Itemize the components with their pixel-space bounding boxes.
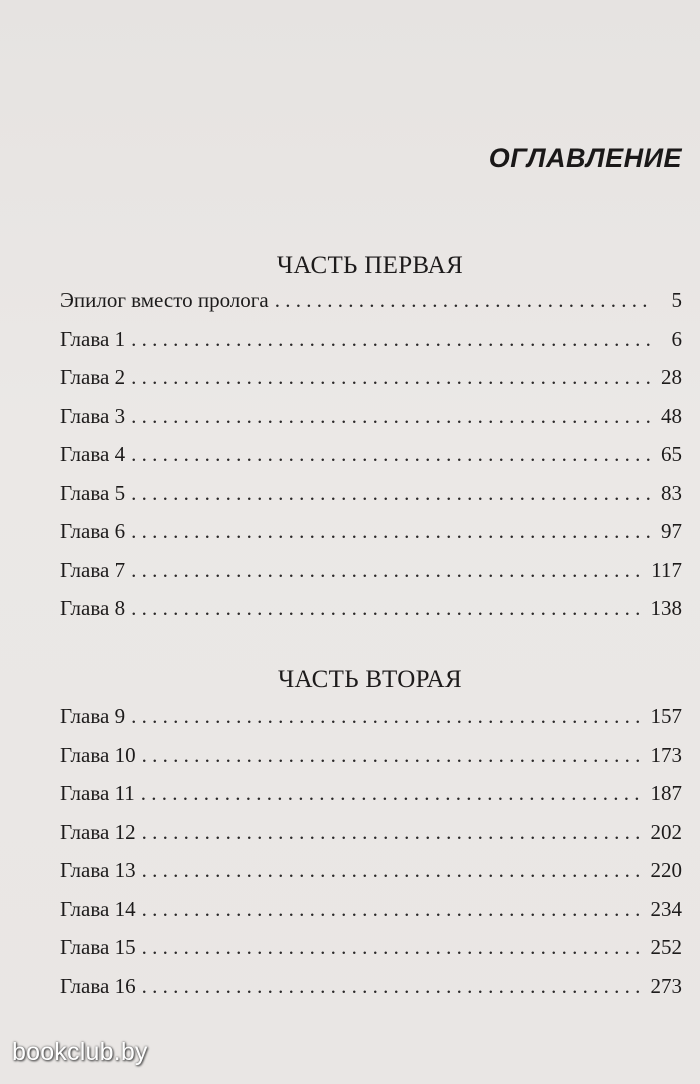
toc-entry-label: Глава 1 xyxy=(60,326,126,351)
toc-entry xyxy=(60,327,682,366)
toc-entry-label: Эпилог вместо пролога xyxy=(60,288,269,312)
toc-entry-page: 48 xyxy=(661,403,682,428)
toc-leader-dots xyxy=(131,704,644,729)
toc-leader-dots xyxy=(142,820,645,845)
toc-leader-dots xyxy=(142,935,645,960)
toc-leader-dots xyxy=(142,743,645,768)
toc-entry-label: Глава 10 xyxy=(60,742,136,767)
toc-entry-page: 220 xyxy=(650,858,682,882)
toc-entry xyxy=(60,519,682,558)
toc-leader-dots xyxy=(131,519,652,544)
toc-entry xyxy=(60,820,682,859)
toc-entry xyxy=(60,858,682,897)
part-two-title: ЧАСТЬ ВТОРАЯ xyxy=(278,666,462,693)
toc-leader-dots xyxy=(275,288,652,313)
toc-entry-page: 117 xyxy=(651,557,682,582)
toc-leader-dots xyxy=(131,404,652,429)
toc-leader-dots xyxy=(131,481,652,506)
part-one-title: ЧАСТЬ ПЕРВАЯ xyxy=(276,252,464,279)
part-two-toc xyxy=(60,704,682,1012)
toc-entry xyxy=(60,404,682,443)
toc-entry-label: Глава 13 xyxy=(60,858,136,882)
toc-entry-label: Глава 14 xyxy=(60,896,136,921)
toc-entry-label: Глава 3 xyxy=(60,403,126,428)
toc-entry-label: Глава 7 xyxy=(60,557,126,582)
toc-entry-page: 157 xyxy=(650,704,682,728)
toc-leader-dots xyxy=(131,327,652,352)
toc-entry-page: 83 xyxy=(661,480,682,505)
toc-entry-page: 65 xyxy=(661,442,682,466)
toc-entry-page: 273 xyxy=(650,973,682,998)
toc-entry-page: 6 xyxy=(671,326,682,351)
toc-entry-label: Глава 2 xyxy=(60,365,126,389)
toc-entry xyxy=(60,743,682,782)
toc-leader-dots xyxy=(142,974,645,999)
toc-entry-page: 202 xyxy=(650,819,682,844)
toc-entry-label: Глава 8 xyxy=(60,596,126,620)
toc-entry-label: Глава 9 xyxy=(60,704,126,728)
toc-leader-dots xyxy=(142,897,645,922)
toc-leader-dots xyxy=(131,596,644,621)
toc-entry-label: Глава 16 xyxy=(60,973,136,998)
toc-entry xyxy=(60,897,682,936)
toc-entry-label: Глава 15 xyxy=(60,935,136,959)
toc-entry-page: 5 xyxy=(671,288,682,312)
toc-entry-label: Глава 12 xyxy=(60,819,136,844)
site-watermark: bookclub.by xyxy=(12,1038,148,1066)
part-one-toc xyxy=(60,288,682,635)
toc-entry-page: 187 xyxy=(650,781,682,805)
toc-entry xyxy=(60,481,682,520)
toc-entry xyxy=(60,442,682,481)
toc-entry-label: Глава 5 xyxy=(60,480,126,505)
toc-entry xyxy=(60,288,682,327)
toc-entry-label: Глава 6 xyxy=(60,519,126,543)
toc-entry-label: Глава 4 xyxy=(60,442,126,466)
toc-leader-dots xyxy=(141,781,645,806)
toc-entry-page: 173 xyxy=(650,742,682,767)
toc-entry-page: 252 xyxy=(650,935,682,959)
toc-leader-dots xyxy=(131,442,652,467)
toc-entry xyxy=(60,365,682,404)
toc-entry xyxy=(60,558,682,597)
toc-entry xyxy=(60,935,682,974)
toc-entry-page: 234 xyxy=(650,896,682,921)
toc-entry xyxy=(60,704,682,743)
toc-entry xyxy=(60,596,682,635)
toc-entry xyxy=(60,974,682,1013)
toc-leader-dots xyxy=(131,365,652,390)
toc-leader-dots xyxy=(131,558,645,583)
toc-leader-dots xyxy=(142,858,645,883)
toc-heading: ОГЛАВЛЕНИЕ xyxy=(488,143,682,173)
toc-entry-page: 138 xyxy=(650,596,682,620)
toc-entry-page: 28 xyxy=(661,365,682,389)
toc-entry-page: 97 xyxy=(661,519,682,543)
toc-entry xyxy=(60,781,682,820)
toc-entry-label: Глава 11 xyxy=(60,781,135,805)
